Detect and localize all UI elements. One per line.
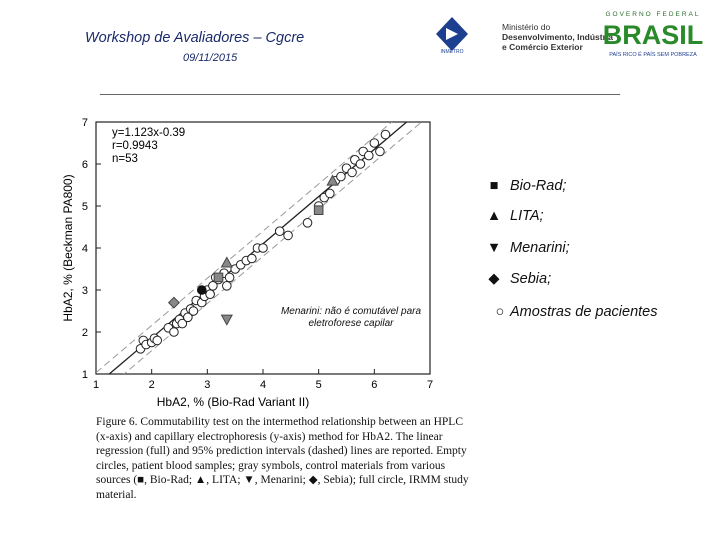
patient-point <box>153 336 162 345</box>
y-axis-label: HbA2, % (Beckman PA800) <box>61 174 75 322</box>
patient-point <box>275 227 284 236</box>
y-tick-label: 1 <box>81 369 88 381</box>
header-title: Workshop de Avaliadores – Cgcre <box>85 30 305 46</box>
figure-caption: Figure 6. Commutability test on the intermethod relationship between an HPLC (x-axis) and capillary electrophoresis (y-axis) method for HbA2. The linear regression (full) and 95% prediction intervals (dashed) lines are reported. Empty circles, patient blood samples; gray symbols, control materials from various sources (■, Bio-Rad; ▲, LITA; ▼, Menarini; ◆, Sebia); full circle, IRMM study material. <box>96 416 469 501</box>
patient-point <box>326 189 335 198</box>
x-tick-label: 4 <box>259 379 267 391</box>
patient-point <box>356 160 365 169</box>
patient-point <box>370 139 379 148</box>
legend-label: Sebia; <box>510 271 552 287</box>
patient-point <box>259 244 268 253</box>
brasil-top: GOVERNO FEDERAL <box>605 11 701 18</box>
menarini-note: Menarini: não é comutável para eletroforese capilar <box>280 306 422 329</box>
patient-point <box>348 168 357 177</box>
patient-point <box>170 328 179 337</box>
legend-label: Bio-Rad; <box>510 178 567 194</box>
legend-item-biorad <box>484 178 566 194</box>
brasil-logo <box>593 8 713 60</box>
diamond-icon: ◆ <box>488 271 500 287</box>
sebia-point <box>169 297 180 308</box>
legend-label: Amostras de pacientes <box>510 304 658 320</box>
ministry-line: Desenvolvimento, Indústria <box>502 32 613 42</box>
biorad-point <box>214 273 223 282</box>
irmm-point <box>197 286 206 295</box>
patient-point <box>364 151 373 160</box>
legend-item-menarini <box>484 240 570 256</box>
y-tick-label: 6 <box>81 159 88 171</box>
x-tick-label: 2 <box>148 379 155 391</box>
legend-label: Menarini; <box>510 240 570 256</box>
patient-point <box>303 219 312 228</box>
patient-point <box>284 231 293 240</box>
patient-point <box>376 147 385 156</box>
y-tick-label: 3 <box>81 285 88 297</box>
patient-point <box>189 307 198 316</box>
regression-annotation: n=53 <box>112 153 138 165</box>
circle-icon: ○ <box>495 304 505 320</box>
inmetro-logo <box>432 14 472 54</box>
legend-item-patients <box>494 304 658 320</box>
x-tick-label: 1 <box>92 379 100 391</box>
scatter-chart <box>60 112 440 412</box>
x-tick-label: 5 <box>315 379 322 391</box>
prediction-lower-line <box>96 115 430 398</box>
legend-label: LITA; <box>510 208 544 224</box>
legend-item-sebia <box>484 271 551 287</box>
triangle-down-icon: ▼ <box>486 240 502 256</box>
patient-point <box>381 130 390 139</box>
regression-annotation: r=0.9943 <box>112 140 158 152</box>
patient-point <box>337 172 346 181</box>
triangle-up-icon: ▲ <box>486 208 502 224</box>
biorad-point <box>314 206 323 215</box>
x-axis-label: HbA2, % (Bio-Rad Variant II) <box>156 395 310 409</box>
y-tick-label: 5 <box>81 201 88 213</box>
header-date: 09/11/2015 <box>183 52 238 64</box>
menarini-point <box>222 315 233 325</box>
square-icon: ■ <box>489 178 499 194</box>
header-divider <box>100 94 620 95</box>
patient-point <box>225 273 234 282</box>
inmetro-label: INMETRO <box>440 49 464 54</box>
regression-annotation: y=1.123x-0.39 <box>112 127 186 139</box>
y-tick-label: 2 <box>81 327 88 339</box>
ministry-line: e Comércio Exterior <box>502 42 583 52</box>
x-tick-label: 7 <box>426 379 434 391</box>
patient-point <box>206 290 215 299</box>
brasil-word: BRASIL <box>602 20 704 50</box>
y-tick-label: 7 <box>81 117 88 129</box>
legend-item-lita <box>484 208 544 224</box>
y-tick-label: 4 <box>81 243 88 255</box>
patient-point <box>248 254 257 263</box>
brasil-slogan: PAÍS RICO É PAÍS SEM POBREZA <box>609 52 697 58</box>
patient-point <box>223 282 232 291</box>
ministry-line: Ministério do <box>502 22 551 32</box>
x-tick-label: 3 <box>204 379 211 391</box>
x-tick-label: 6 <box>371 379 378 391</box>
